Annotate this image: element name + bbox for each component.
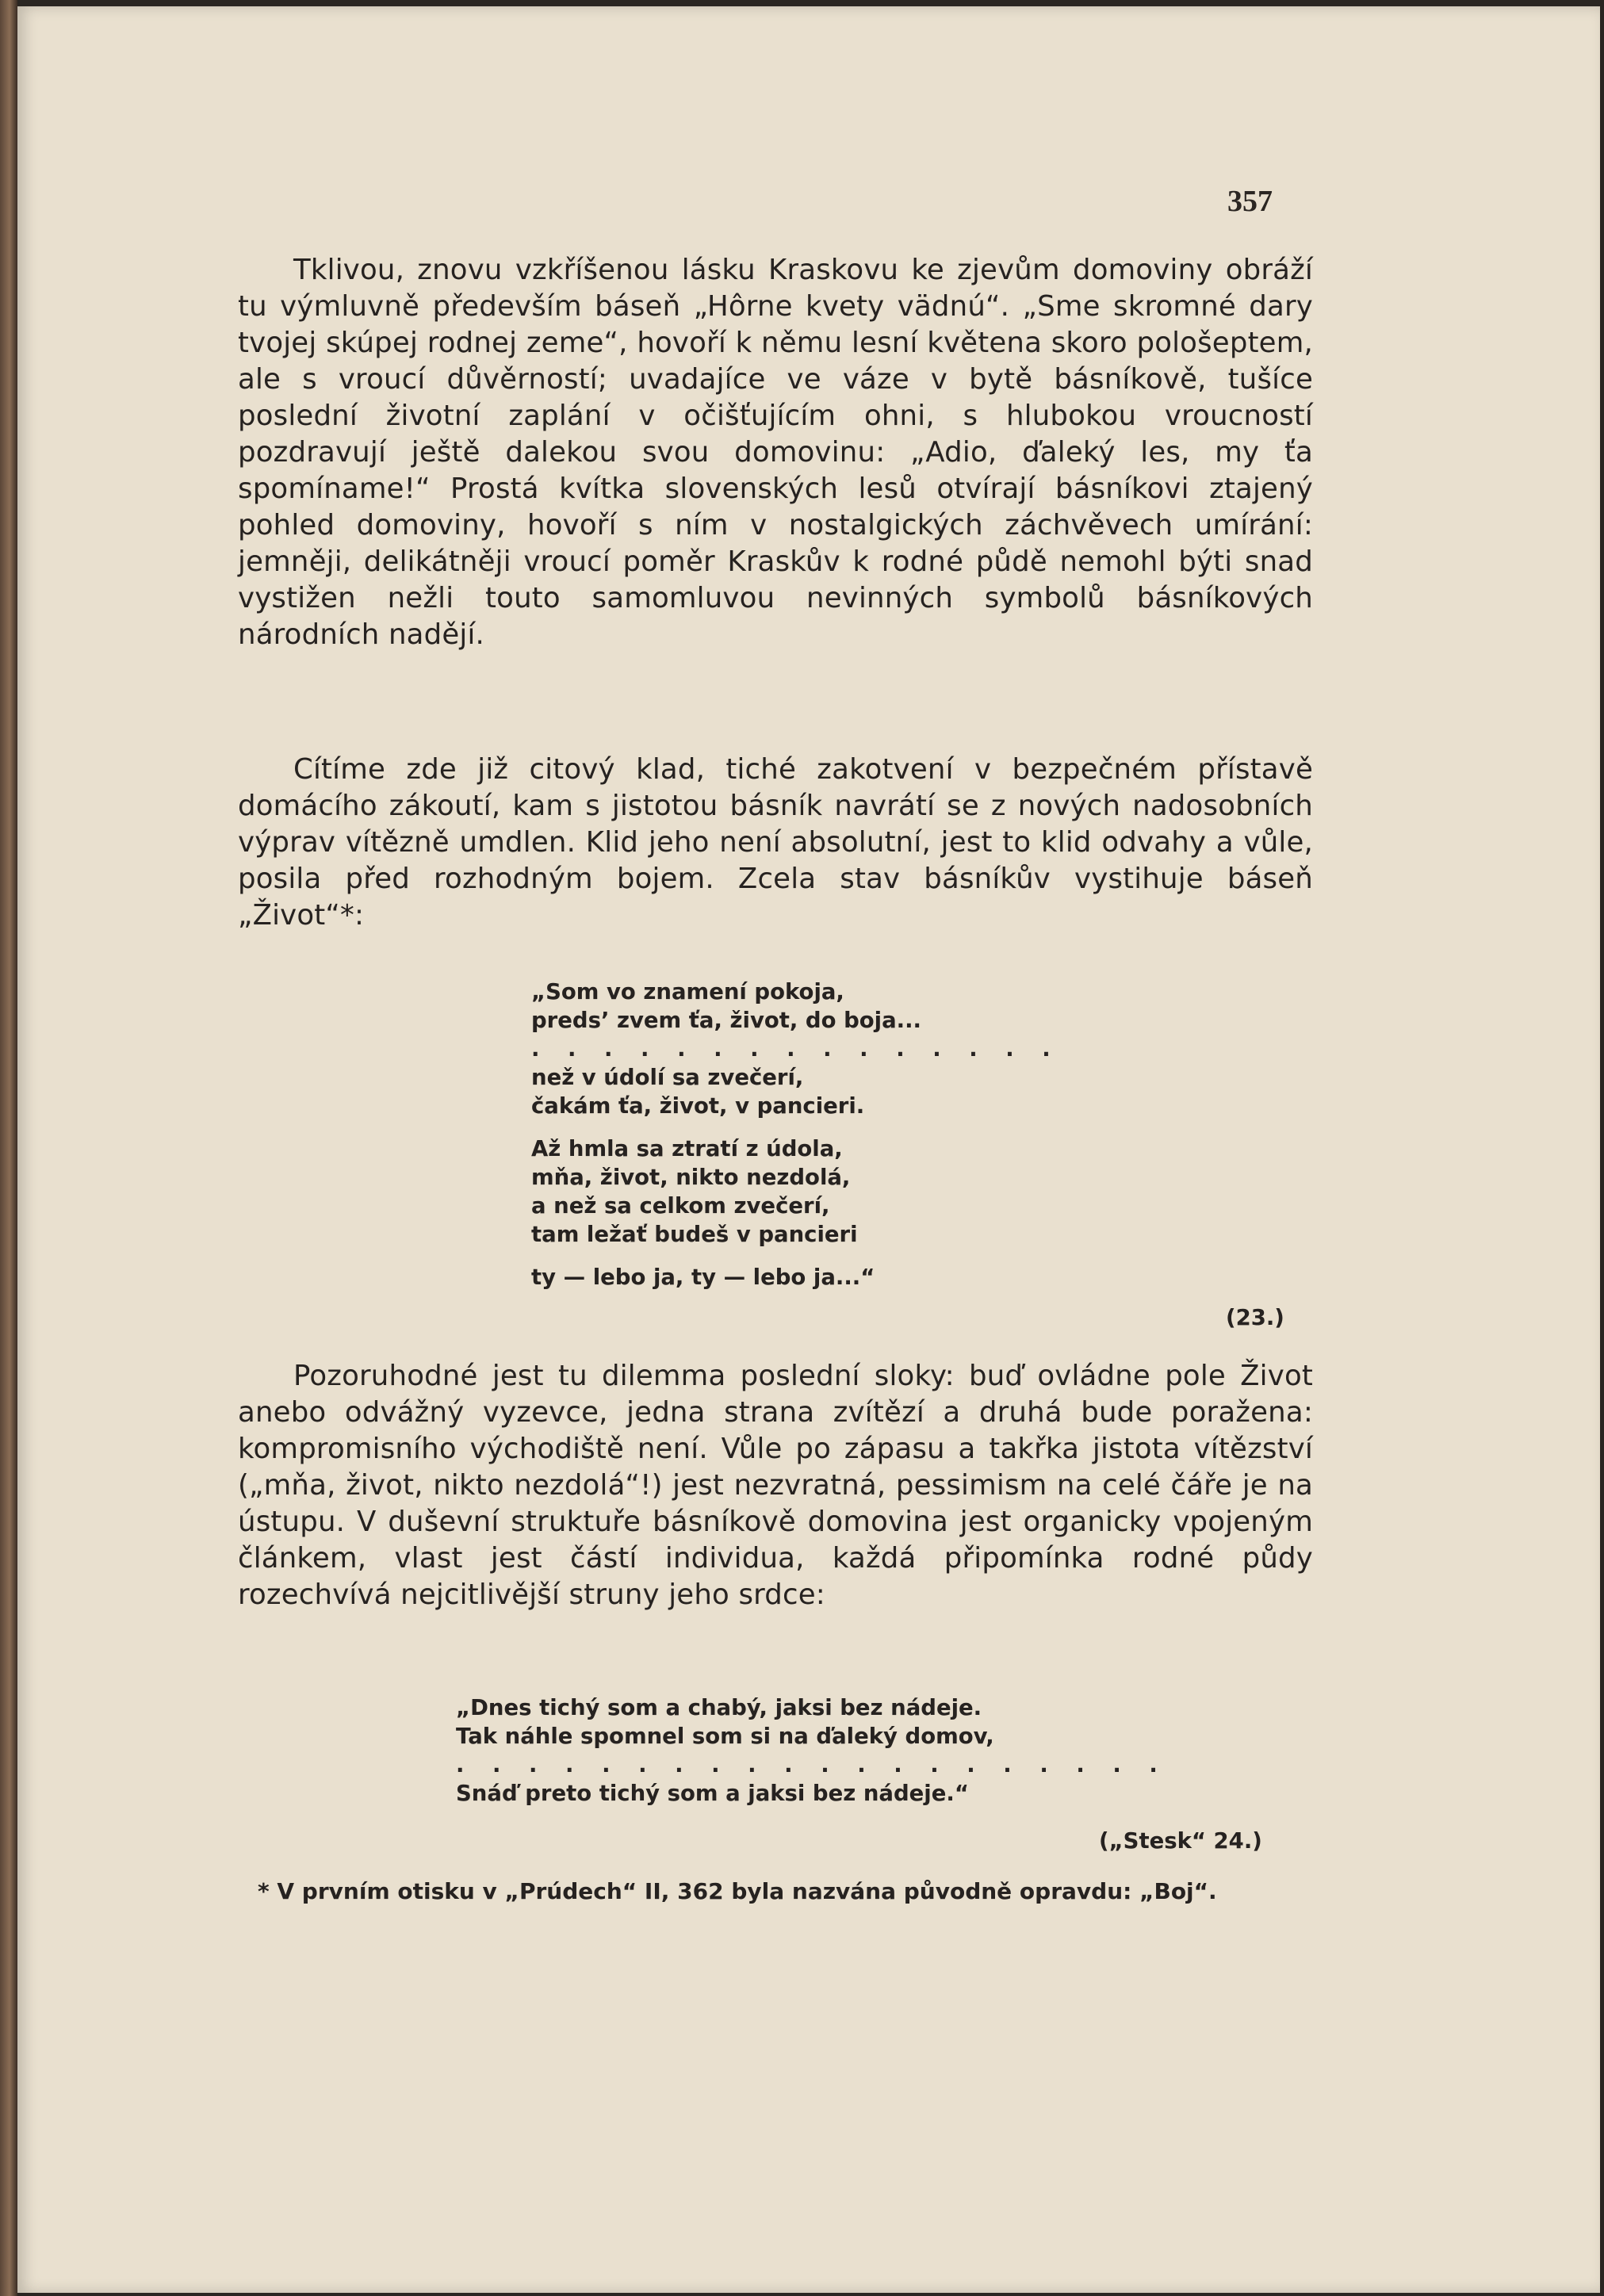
verse-line: Až hmla sa ztratí z údola, — [531, 1136, 843, 1161]
verse-line: Tak náhle spomnel som si na ďaleký domov, — [456, 1724, 994, 1749]
verse-line: čakám ťa, život, v pancieri. — [531, 1093, 865, 1119]
footnote: * V prvním otisku v „Prúdech“ II, 362 byla nazvána původně opravdu: „Boj“. — [258, 1878, 1217, 1904]
verse-line: preds’ zvem ťa, život, do boja... — [531, 1008, 921, 1033]
verse-2-reference: („Stesk“ 24.) — [1099, 1828, 1262, 1854]
paragraph-3-text: Pozoruhodné jest tu dilemma poslední sloky: buď ovládne pole Život anebo odvážný vyzevce, jedna strana zvítězí a druhá bude poražena: kompromisního východiště není. Vůle po zápasu a takřka jistota vítězství („mňa, život, nikto nezdolá“!) jest nezvratná, pessimism na celé čáře je na ústupu. V duševní struktuře básníkově domovina jest organicky vpojeným článkem, vlast jest částí individua, každá připomínka rodné půdy rozechvívá nejcitlivější struny jeho srdce: — [238, 1360, 1313, 1611]
verse-line: „Dnes tichý som a chabý, jaksi bez nádeje. — [456, 1695, 982, 1720]
paragraph-1 — [238, 252, 1313, 653]
verse-stesk — [456, 1693, 1168, 1808]
verse-1-reference: (23.) — [1226, 1305, 1284, 1330]
verse-line: „Som vo znamení pokoja, — [531, 979, 844, 1004]
verse-zivot — [531, 978, 1061, 1292]
verse-line: mňa, život, nikto nezdolá, — [531, 1165, 851, 1190]
verse-ellipsis: . . . . . . . . . . . . . . . — [531, 1036, 1061, 1062]
paragraph-1-text: Tklivou, znovu vzkříšenou lásku Kraskovu ke zjevům domoviny obráží tu výmluvně především báseň „Hôrne kvety vädnú“. „Sme skromné dary tvojej skúpej rodnej zeme“, hovoří k němu lesní květena skoro pološeptem, ale s vroucí důvěrností; uvadajíce ve váze v bytě básníkově, tušíce poslední životní zaplání v očišťujícím ohni, s hlubokou vroucností pozdravují ještě dalekou svou domovinu: „Adio, ďaleký les, my ťa spomíname!“ Prostá kvítka slovenských lesů otvírají básníkovi ztajený pohled domoviny, hovoří s ním v nostalgických záchvěvech umírání: jemněji, delikátněji vroucí poměr Kraskův k rodné půdě nemohl býti snad vystižen nežli touto samomluvou nevinných symbolů básníkových národních nadějí. — [238, 254, 1313, 651]
verse-line: ty — lebo ja, ty — lebo ja...“ — [531, 1265, 875, 1290]
paragraph-3 — [238, 1358, 1313, 1613]
paragraph-2-text: Cítíme zde již citový klad, tiché zakotvení v bezpečném přístavě domácího zákoutí, kam s jistotou básník navrátí se z nových nadosobních výprav vítězně umdlen. Klid jeho není absolutní, jest to klid odvahy a vůle, posila před rozhodným bojem. Zcela stav básníkův vystihuje báseň „Život“*: — [238, 753, 1313, 932]
verse-ellipsis: . . . . . . . . . . . . . . . . . . . . — [456, 1752, 1168, 1777]
verse-line: Snáď preto tichý som a jaksi bez nádeje.“ — [456, 1781, 969, 1806]
verse-line: než v údolí sa zvečerí, — [531, 1065, 804, 1090]
book-spine — [0, 0, 17, 2296]
page-number: 357 — [1227, 185, 1273, 218]
verse-line: tam ležať budeš v pancieri — [531, 1222, 858, 1247]
paragraph-2 — [238, 752, 1313, 934]
verse-line: a než sa celkom zvečerí, — [531, 1193, 830, 1219]
